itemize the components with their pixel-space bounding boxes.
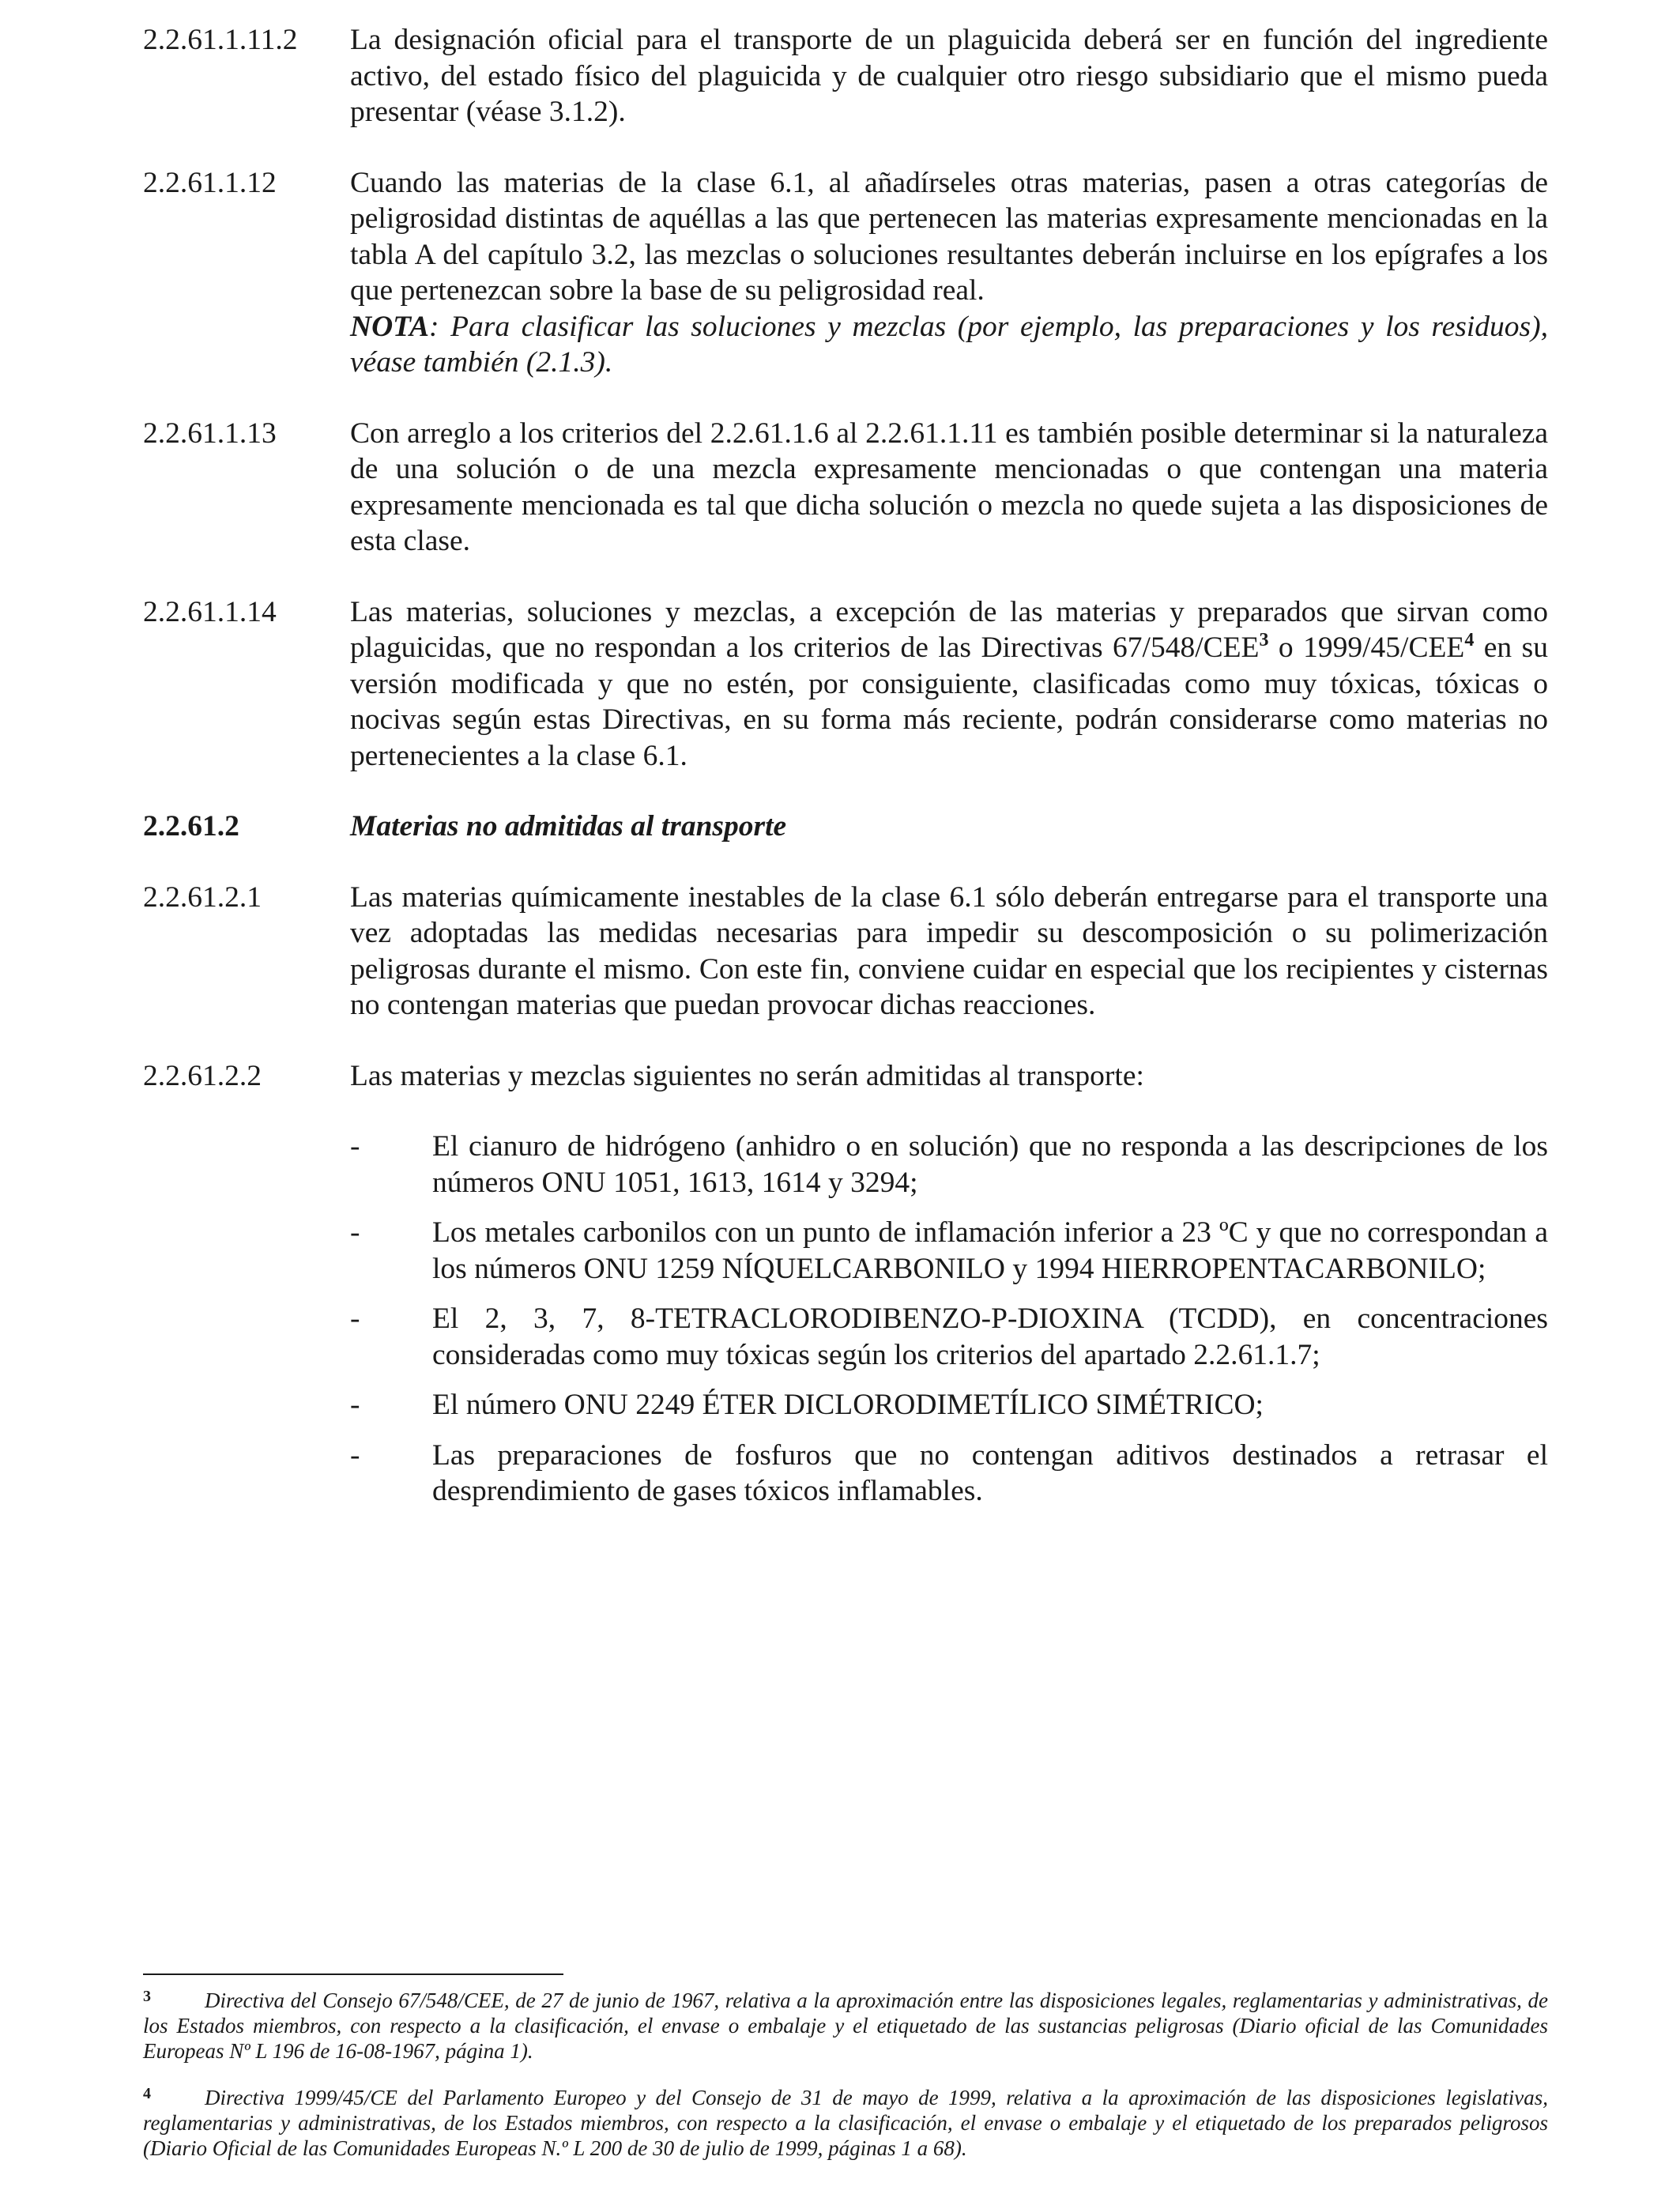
text-part-b: o 1999/45/CEE	[1268, 631, 1465, 664]
list-item	[350, 1387, 1548, 1423]
main-text	[143, 22, 1548, 1559]
list-item	[350, 1438, 1548, 1510]
section-text: Con arreglo a los criterios del 2.2.61.1.6 al 2.2.61.1.11 es también posible determinar si la naturaleza de una solución o de una mezcla expresamente mencionadas o que contengan una materia expresamente mencionada es tal que dicha solución o mezcla no quede sujeta a las disposiciones de esta clase.	[350, 417, 1548, 557]
note-text: : Para clasificar las soluciones y mezclas (por ejemplo, las preparaciones y los residuos), véase también (2.1.3).	[350, 310, 1548, 379]
section-2-2-61-1-13	[143, 416, 1548, 560]
section-number: 2.2.61.1.14	[143, 595, 277, 628]
section-body	[350, 1058, 1548, 1524]
section-2-2-61-1-12	[143, 165, 1548, 381]
section-number: 2.2.61.1.11.2	[143, 24, 298, 56]
section-text: Las materias químicamente inestables de la clase 6.1 sólo deberán entregarse para el transporte una vez adoptadas las medidas necesarias para impedir su descomposición o su polimerización peligrosas durante el mismo. Con este fin, conviene cuidar en especial que los recipientes y cisternas no contengan materias que puedan provocar dichas reacciones.	[350, 880, 1548, 1021]
list-item-text: El cianuro de hidrógeno (anhidro o en solución) que no responda a las descripciones de los números ONU 1051, 1613, 1614 y 3294;	[432, 1130, 1548, 1199]
list-item-text: El número ONU 2249 ÉTER DICLORODIMETÍLICO SIMÉTRICO;	[432, 1389, 1264, 1421]
bullet-dash: -	[350, 1389, 360, 1421]
section-number: 2.2.61.1.12	[143, 166, 277, 199]
footnote-separator	[143, 1973, 563, 1975]
footnote-3	[143, 1984, 1548, 2064]
excluded-list	[350, 1129, 1548, 1510]
section-number: 2.2.61.1.13	[143, 417, 277, 450]
footnotes	[143, 1984, 1548, 2178]
bullet-dash: -	[350, 1130, 360, 1163]
section-2-2-61-2	[143, 809, 1548, 845]
section-number: 2.2.61.2.2	[143, 1059, 262, 1092]
list-item-text: El 2, 3, 7, 8-TETRACLORODIBENZO-P-DIOXINA (TCDD), en concentraciones consideradas como muy tóxicas según los criterios del apartado 2.2.61.1.7;	[432, 1302, 1548, 1371]
footnote-text: Directiva del Consejo 67/548/CEE, de 27 de junio de 1967, relativa a la aproximación entre las disposiciones legales, reglamentarias y administrativas, de los Estados miembros, con respecto a la clasificación, el envase o embalaje y el etiquetado de las sustancias peligrosas (Diario oficial de las Comunidades Europeas Nº L 196 de 16-08-1967, página 1).	[143, 1989, 1548, 2063]
footnote-text: Directiva 1999/45/CE del Parlamento Europeo y del Consejo de 31 de mayo de 1999, relativa a la aproximación de las disposiciones legislativas, reglamentarias y administrativas, de los Estados miembros, con respecto a la clasificación, el envase o embalaje y el etiquetado de los preparados peligrosos (Diario Oficial de las Comunidades Europeas N.º L 200 de 30 de julio de 1999, páginas 1 a 68).	[143, 2086, 1548, 2160]
section-2-2-61-1-14	[143, 594, 1548, 775]
bullet-dash: -	[350, 1302, 360, 1335]
section-text: Las materias y mezclas siguientes no serán admitidas al transporte:	[350, 1059, 1144, 1092]
footnote-mark: 3	[143, 1988, 151, 2005]
list-item	[350, 1215, 1548, 1287]
section-heading-title: Materias no admitidas al transporte	[350, 810, 787, 843]
footnote-mark: 4	[143, 2085, 151, 2102]
section-2-2-61-1-11-2	[143, 22, 1548, 130]
list-item-text: Las preparaciones de fosfuros que no contengan aditivos destinados a retrasar el desprendimiento de gases tóxicos inflamables.	[432, 1438, 1548, 1507]
list-item-text: Los metales carbonilos con un punto de inflamación inferior a 23 ºC y que no correspondan a los números ONU 1259 NÍQUELCARBONILO y 1994 HIERROPENTACARBONILO;	[432, 1216, 1548, 1285]
section-number: 2.2.61.2.1	[143, 880, 262, 914]
text-part-c: en su versión modificada y que no estén, por consiguiente, clasificadas como muy tóxicas, tóxicas o nocivas según estas Directivas, en su forma más reciente, podrán considerarse como materias no pertenecientes a la clase 6.1.	[350, 631, 1548, 772]
bullet-dash: -	[350, 1216, 360, 1249]
section-2-2-61-2-1	[143, 880, 1548, 1023]
list-item	[350, 1301, 1548, 1373]
text-part-a: Las materias, soluciones y mezclas, a excepción de las materias y preparados que sirvan como plaguicidas, que no respondan a los criterios de las Directivas 67/548/CEE	[350, 595, 1548, 664]
section-text: La designación oficial para el transporte de un plaguicida deberá ser en función del ingrediente activo, del estado físico del plaguicida y de cualquier otro riesgo subsidiario que el mismo pueda presentar (véase 3.1.2).	[350, 24, 1548, 128]
section-text	[350, 594, 1548, 775]
section-heading-number: 2.2.61.2	[143, 810, 239, 843]
footnote-4	[143, 2081, 1548, 2161]
footnote-ref-4[interactable]: 4	[1464, 630, 1475, 650]
bullet-dash: -	[350, 1438, 360, 1472]
section-body	[350, 165, 1548, 381]
section-2-2-61-2-2	[143, 1058, 1548, 1524]
section-text: Cuando las materias de la clase 6.1, al añadírseles otras materias, pasen a otras categorías de peligrosidad distintas de aquéllas a las que pertenecen las materias expresamente mencionadas en la tabla A del capítulo 3.2, las mezclas o soluciones resultantes deberán incluirse en los epígrafes a los que pertenezcan sobre la base de su peligrosidad real.	[350, 166, 1548, 307]
footnote-ref-3[interactable]: 3	[1259, 630, 1269, 650]
note-label: NOTA	[350, 310, 430, 343]
list-item	[350, 1129, 1548, 1201]
note	[350, 309, 1548, 381]
